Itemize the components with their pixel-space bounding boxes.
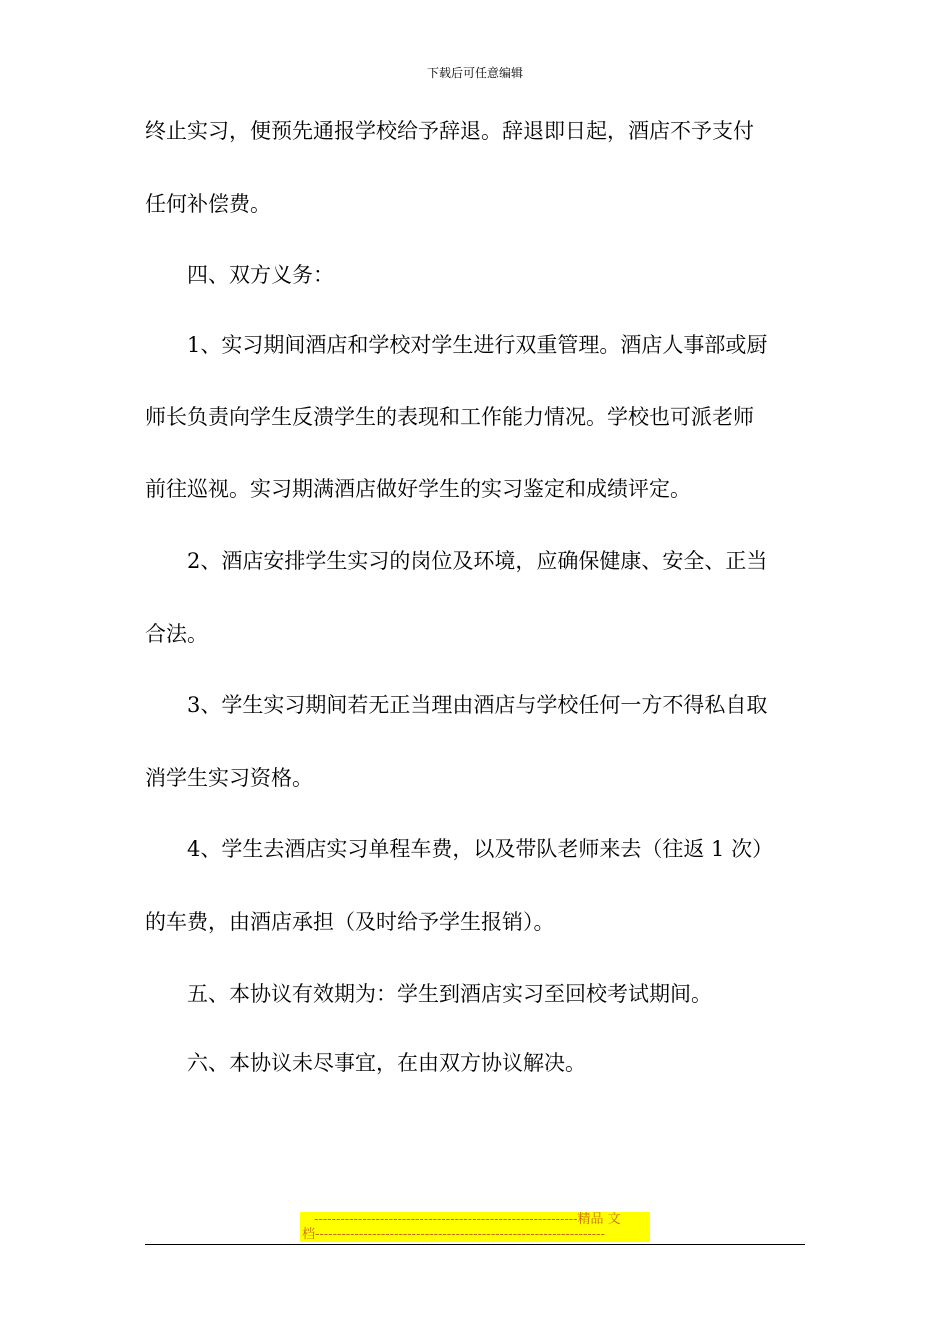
paragraph-line: 前往巡视。实习期满酒店做好学生的实习鉴定和成绩评定。 xyxy=(145,477,691,501)
paragraph-line: 终止实习，便预先通报学校给予辞退。辞退即日起，酒店不予支付 xyxy=(145,119,754,143)
paragraph-line: 1、实习期间酒店和学校对学生进行双重管理。酒店人事部或厨 xyxy=(187,333,768,357)
footer-highlight xyxy=(300,1212,650,1242)
footer-line: 档------------------------------------------------------------------ xyxy=(302,1227,605,1242)
footer-rule xyxy=(145,1244,805,1245)
page-header: 下载后可任意编辑 xyxy=(426,66,523,80)
paragraph-line: 师长负责向学生反溃学生的表现和工作能力情况。学校也可派老师 xyxy=(145,405,754,429)
paragraph-line: 消学生实习资格。 xyxy=(145,766,313,790)
section-heading: 四、双方义务： xyxy=(187,263,334,287)
footer-line: ------------------------------------------------------------精品 文 xyxy=(314,1212,621,1227)
paragraph-line: 任何补偿费。 xyxy=(145,192,271,216)
section-heading: 五、本协议有效期为：学生到酒店实习至回校考试期间。 xyxy=(187,982,712,1006)
paragraph-line: 合法。 xyxy=(145,622,208,646)
paragraph-line: 4、学生去酒店实习单程车费，以及带队老师来去（往返 1 次） xyxy=(187,837,774,861)
paragraph-line: 2、酒店安排学生实习的岗位及环境，应确保健康、安全、正当 xyxy=(187,549,768,573)
section-heading: 六、本协议未尽事宜，在由双方协议解决。 xyxy=(187,1051,586,1075)
paragraph-line: 的车费，由酒店承担（及时给予学生报销）。 xyxy=(145,910,555,934)
paragraph-line: 3、学生实习期间若无正当理由酒店与学校任何一方不得私自取 xyxy=(187,693,768,717)
